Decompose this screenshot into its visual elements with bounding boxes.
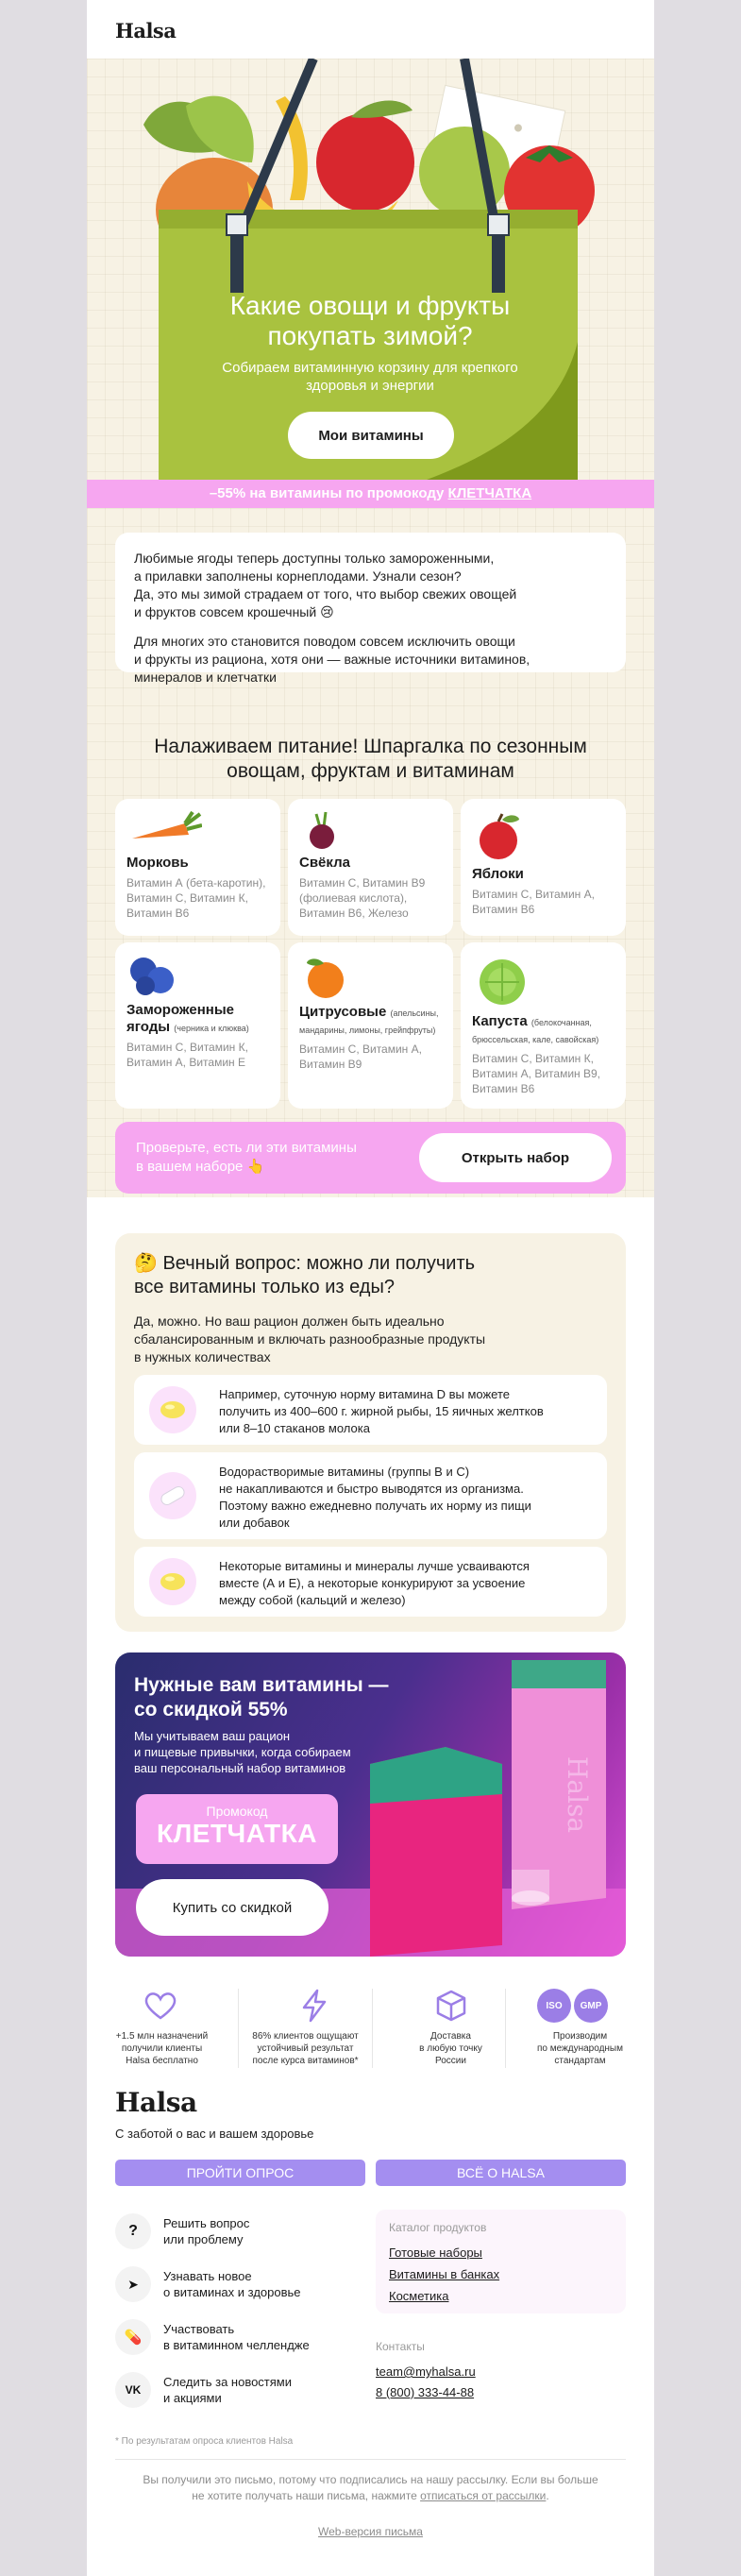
capsule-icon: 💊 (115, 2319, 151, 2355)
check-banner (115, 1122, 626, 1194)
contact-line: Следить за новостями (163, 2375, 292, 2389)
cheatsheet-title-line: Налаживаем питание! Шпаргалка по сезонным (154, 736, 587, 757)
feature-line: после курса витаминов* (252, 2056, 359, 2066)
unsubscribe-line: не хотите получать наши письма, нажмите (192, 2489, 421, 2502)
promo-code-value: КЛЕТЧАТКА (157, 1819, 317, 1848)
contacts-title: Контакты (376, 2340, 425, 2353)
veg-name-text: Цитрусовые (299, 1004, 387, 1020)
heart-icon (143, 1991, 177, 2021)
promo-code-label: Промокод (206, 1804, 268, 1819)
feature-line: Доставка (430, 2031, 471, 2042)
intro-card (115, 533, 626, 685)
veg-note: (апельсины, мандарины, лимоны, грейпфруты) (299, 1008, 439, 1035)
intro-line: минералов и клетчатки (134, 669, 277, 685)
feature-item (242, 2030, 369, 2067)
vk-icon: VK (115, 2372, 151, 2408)
check-text (136, 1139, 357, 1177)
question-title (134, 1252, 475, 1299)
cabbage-icon (472, 954, 538, 1008)
feature-item (98, 2030, 226, 2067)
promo-bar-code[interactable]: КЛЕТЧАТКА (447, 485, 532, 501)
web-version-link[interactable]: Web-версия письма (318, 2525, 423, 2538)
discount-title-line: Нужные вам витамины — (134, 1674, 389, 1696)
promo-bar-text: –55% на витамины по промокоду (209, 485, 448, 501)
answer-line: сбалансированным и включать разнообразные продукты (134, 1331, 486, 1347)
discount-title-line: со скидкой 55% (134, 1699, 288, 1720)
beet-icon (299, 810, 346, 850)
divider (115, 2459, 626, 2460)
apple-icon (472, 810, 529, 861)
veg-name: Морковь (126, 855, 189, 871)
svg-text:Halsa: Halsa (562, 1756, 593, 1834)
berries-icon (126, 954, 183, 997)
fact-card (134, 1452, 607, 1539)
contact-support[interactable] (115, 2213, 370, 2251)
catalog-link-jars[interactable]: Витамины в банках (389, 2267, 500, 2281)
veg-note: (белокочанная, брюссельская, кале, савойская) (472, 1018, 599, 1044)
gmp-badge: GMP (574, 1989, 608, 2023)
fact-line: или добавок (219, 1516, 290, 1530)
contact-line: или проблему (163, 2232, 244, 2246)
cheatsheet-title-line: овощам, фруктам и витаминам (227, 760, 514, 782)
feature-item (516, 2030, 644, 2067)
content-section (87, 508, 654, 1197)
contact-line: и акциями (163, 2391, 222, 2405)
header-logo[interactable]: Halsa (115, 19, 177, 42)
fact-line: вместе (А и Е), а некоторые конкурируют за усвоение (219, 1576, 526, 1590)
question-icon: ? (115, 2213, 151, 2249)
discount-text-line: Мы учитываем ваш рацион (134, 1729, 290, 1743)
yellow-pill-icon (149, 1558, 196, 1605)
unsubscribe-line: Вы получили это письмо, потому что подписались на нашу рассылку. Если вы больше (143, 2473, 598, 2486)
discount-title (134, 1673, 388, 1722)
veg-vitamins: Витамин С, Витамин А, Витамин В9 (299, 1042, 422, 1071)
contact-line: Решить вопрос (163, 2216, 250, 2230)
check-text-line: Проверьте, есть ли эти витамины (136, 1140, 357, 1156)
contact-line: о витаминах и здоровье (163, 2285, 301, 2299)
answer-line: Да, можно. Но ваш рацион должен быть идеально (134, 1313, 445, 1329)
fact-card (134, 1375, 607, 1445)
feature-line: в любую точку (419, 2043, 482, 2054)
veg-note: (черника и клюква) (174, 1024, 249, 1033)
fact-line: получить из 400–600 г. жирной рыбы, 15 яичных желтков (219, 1404, 544, 1418)
contact-challenge[interactable] (115, 2319, 370, 2357)
intro-line: Для многих это становится поводом совсем исключить овощи (134, 634, 515, 649)
buy-discount-button[interactable]: Купить со скидкой (136, 1879, 328, 1936)
fact-line: Например, суточную норму витамина D вы можете (219, 1387, 511, 1401)
fact-line: не накапливаются и быстро выводятся из организма. (219, 1482, 524, 1496)
discount-banner (115, 1652, 626, 1957)
contact-line: Участвовать (163, 2322, 235, 2336)
unsubscribe-link[interactable]: отписаться от рассылки (420, 2489, 547, 2502)
feature-item (387, 2030, 514, 2067)
carrot-icon (126, 810, 202, 850)
contact-line: Узнавать новое (163, 2269, 252, 2283)
email-link[interactable]: team@myhalsa.ru (376, 2364, 476, 2379)
intro-line: а прилавки заполнены корнеплодами. Узнали сезон? (134, 568, 462, 584)
contact-telegram[interactable] (115, 2266, 370, 2304)
intro-line: и фрукты из рациона, хотя они — важные источники витаминов, (134, 652, 530, 667)
feature-line: стандартам (554, 2056, 606, 2066)
lightning-icon (299, 1989, 329, 2023)
email-page (87, 0, 654, 2576)
discount-text-line: и пищевые привычки, когда собираем (134, 1745, 351, 1759)
feature-line: устойчивый результат (257, 2043, 354, 2054)
contact-vk[interactable] (115, 2372, 370, 2410)
veg-name: Яблоки (472, 866, 524, 882)
veg-name-text: Капуста (472, 1013, 528, 1029)
footer-logo[interactable]: Halsa (115, 2087, 197, 2118)
hero-title: Какие овощи и фрукты покупать зимой? (229, 291, 511, 350)
catalog-link-ready-sets[interactable]: Готовые наборы (389, 2246, 482, 2260)
iso-badge: ISO (537, 1989, 571, 2023)
intro-line: Любимые ягоды теперь доступны только замороженными, (134, 551, 495, 566)
check-text-line: в вашем наборе 👆 (136, 1159, 265, 1175)
contact-line: в витаминном челлендже (163, 2338, 310, 2352)
question-answer (134, 1313, 485, 1366)
veg-name (299, 1004, 442, 1038)
veg-card-carrot (115, 799, 280, 936)
veg-name (472, 1013, 615, 1047)
contact-text (163, 2374, 292, 2406)
feature-line: получили клиенты (121, 2043, 203, 2054)
take-survey-button[interactable]: ПРОЙТИ ОПРОС (115, 2160, 365, 2186)
veg-card-beet (288, 799, 453, 936)
fact-line: Водорастворимые витамины (группы В и С) (219, 1465, 470, 1479)
feature-line: Halsa бесплатно (126, 2056, 198, 2066)
divider (372, 1989, 373, 2068)
intro-line: и фруктов совсем крошечный 😢 (134, 604, 334, 619)
hero-section (87, 59, 654, 480)
veg-name: Свёкла (299, 855, 350, 871)
promo-bar (87, 480, 654, 508)
footer-tagline: С заботой о вас и вашем здоровье (115, 2127, 314, 2141)
feature-line: России (435, 2056, 466, 2066)
white-capsule-icon (149, 1472, 196, 1519)
question-title-line: 🤔 Вечный вопрос: можно ли получить (134, 1253, 476, 1274)
veg-vitamins: Витамин С, Витамин К, Витамин А, Витамин В9, Витамин В6 (472, 1052, 600, 1095)
telegram-icon: ➤ (115, 2266, 151, 2302)
about-halsa-button[interactable]: ВСЁ О HALSA (376, 2160, 626, 2186)
hero-subtitle: Собираем витаминную корзину для крепкого здоровья и энергии (222, 360, 518, 394)
catalog-link-cosmetics[interactable]: Косметика (389, 2289, 449, 2303)
veg-name (126, 1002, 269, 1036)
fact-line: или 8–10 стаканов молока (219, 1421, 370, 1435)
catalog-box (376, 2210, 626, 2313)
contact-text (163, 2268, 301, 2300)
yellow-pill-icon (149, 1386, 196, 1433)
veg-card-apple (461, 799, 626, 936)
orange-icon (299, 954, 356, 999)
feature-line: по международным (536, 2043, 623, 2054)
discount-text (134, 1728, 351, 1776)
fact-card (134, 1547, 607, 1617)
feature-line: Производим (552, 2031, 608, 2042)
veg-card-citrus (288, 942, 453, 1109)
unsubscribe-text: Вы получили это письмо, потому что подписались на нашу рассылку. Если вы больше не хотите получать наши письма, нажмите отписаться от рассылки. (106, 2472, 635, 2504)
answer-line: в нужных количествах (134, 1349, 271, 1364)
contact-text (163, 2321, 310, 2353)
open-set-button[interactable]: Открыть набор (419, 1133, 612, 1182)
veg-vitamins: Витамин С, Витамин А, Витамин В6 (472, 888, 595, 916)
my-vitamins-button[interactable]: Мои витамины (288, 412, 454, 459)
veg-name-text: Замороженные ягоды (126, 1002, 234, 1035)
veg-vitamins: Витамин С, Витамин В9 (фолиевая кислота), Витамин В6, Железо (299, 876, 426, 920)
feature-line: +1.5 млн назначений (115, 2031, 209, 2042)
divider (238, 1989, 239, 2068)
fact-line: Поэтому важно ежедневно получать их норму из пищи (219, 1499, 531, 1513)
contact-text (163, 2215, 249, 2247)
phone-link[interactable]: 8 (800) 333-44-88 (376, 2385, 475, 2399)
fact-line: между собой (кальций и железо) (219, 1593, 406, 1607)
veg-card-cabbage (461, 942, 626, 1109)
cheatsheet-title (115, 735, 626, 784)
fact-line: Некоторые витамины и минералы лучше усваиваются (219, 1559, 530, 1573)
feature-line: 86% клиентов ощущают (252, 2031, 359, 2042)
veg-vitamins: Витамин А (бета-каротин), Витамин С, Витамин К, Витамин В6 (126, 876, 266, 920)
promo-code-box[interactable] (136, 1794, 338, 1864)
catalog-title: Каталог продуктов (389, 2221, 487, 2234)
box-icon (435, 1989, 467, 2023)
intro-line: Да, это мы зимой страдаем от того, что выбор свежих овощей (134, 586, 517, 602)
footnote: * По результатам опроса клиентов Halsa (115, 2436, 294, 2447)
veg-vitamins: Витамин С, Витамин К, Витамин А, Витамин Е (126, 1041, 248, 1069)
discount-text-line: ваш персональный набор витаминов (134, 1761, 346, 1775)
question-title-line: все витамины только из еды? (134, 1277, 395, 1297)
veg-card-berries (115, 942, 280, 1109)
